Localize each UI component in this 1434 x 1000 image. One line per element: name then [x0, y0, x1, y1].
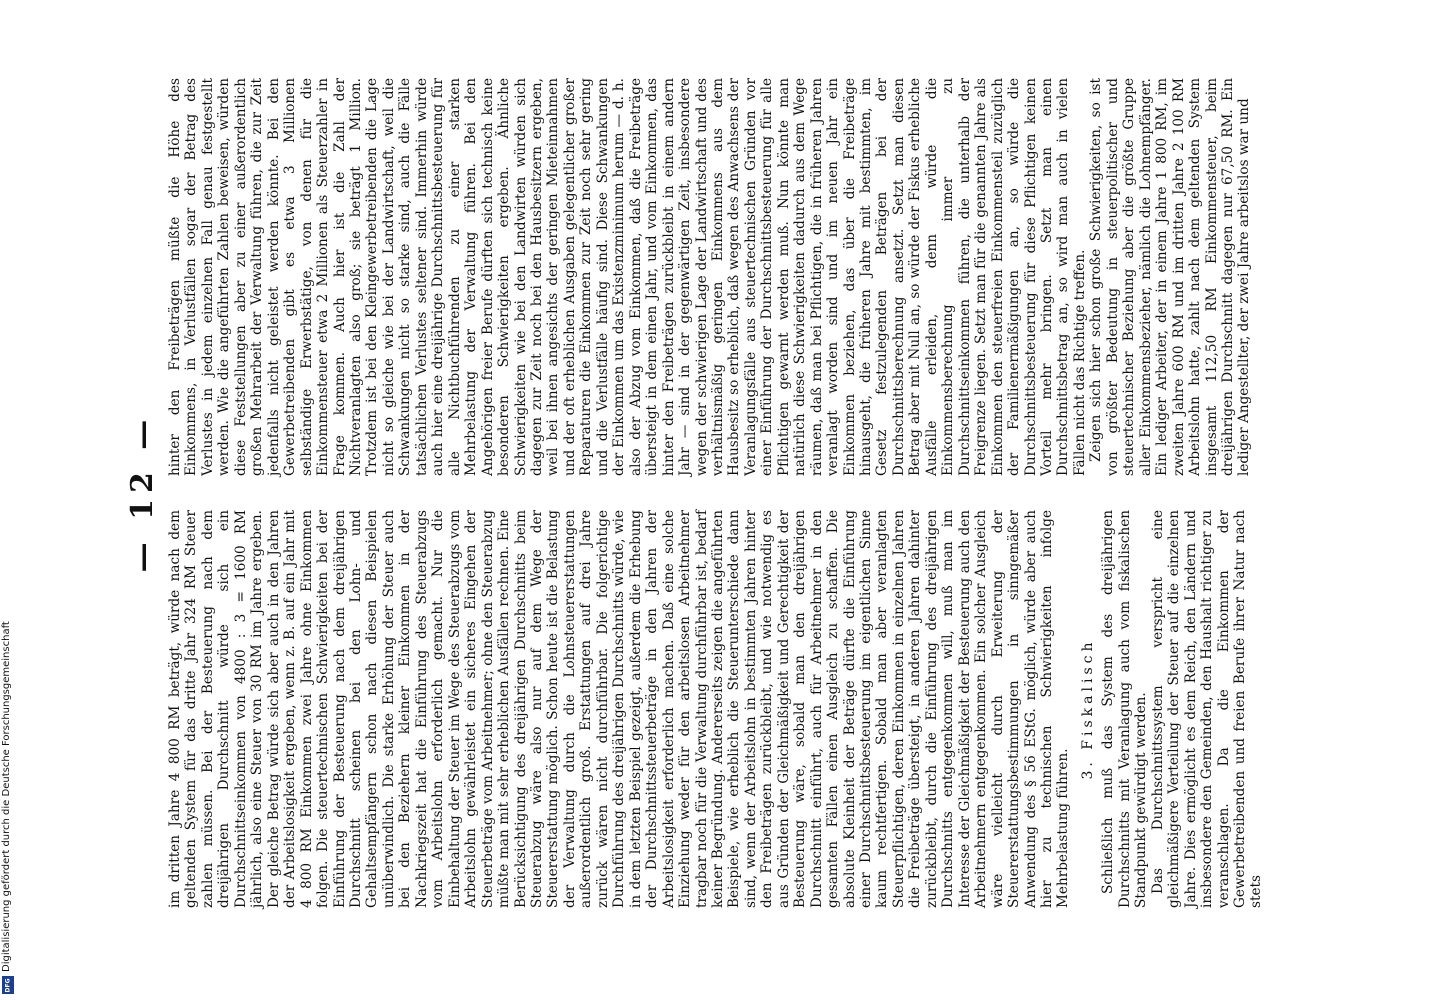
paragraph: Das Durchschnittssystem verspricht eine gleichmäßigere Verteilung der Steuer auf die einzelnen Jahre. Dies ermöglicht es dem Reich, den Ländern und insbesondere den Gemeinden, den Haushalt richtiger zu veranschlagen. Da die Einkommen der Gewerbetreibenden und freien Berufe ihrer Natur nach stets	[1149, 510, 1265, 908]
paragraph: Zeigen sich hier schon große Schwierigkeiten, so ist von größter Bedeutung in steuerpolitischer und steuertechnischer Beziehung aber die größte Gruppe aller Einkommensbezieher, nämlich die Lohnempfänger. Ein lediger Arbeiter, der in einem Jahre 1 800 RM, im zweiten Jahre 600 RM und im dritten Jahre 2 100 RM Arbeitslohn hatte, zahlt nach dem geltenden System insgesamt 112,50 RM Einkommensteuer, beim dreijährigen Durchschnitt dagegen nur 67,50 RM. Ein lediger Angestellter, der zwei Jahre arbeitslos war und	[1088, 78, 1253, 476]
left-column	[167, 510, 1265, 908]
dfg-logo-text: DFG	[4, 977, 12, 993]
rotated-page	[125, 78, 1325, 908]
page-number: — 12 —	[125, 413, 160, 573]
paragraph: im dritten Jahre 4 800 RM beträgt, würde nach dem geltenden System für das dritte Jahr 324 RM Steuer zahlen müssen. Bei der Besteuerung nach dem dreijährigen Durchschnitt würde sich ein Durchschnittseinkommen von 4800 : 3 = 1600 RM jährlich, also eine Steuer von 30 RM im Jahre ergeben. Der gleiche Betrag würde sich aber auch in den Jahren der Arbeitslosigkeit ergeben, wenn z. B. auf ein Jahr mit 4 800 RM Einkommen zwei Jahre ohne Einkommen folgen. Die steuertechnischen Schwierigkeiten bei der Einführung der Besteuerung nach dem dreijährigen Durchschnitt scheinen bei den Lohn- und Gehaltsempfängern schon nach diesen Beispielen unüberwindlich. Die starke Erhöhung der Steuer auch bei den Beziehern kleiner Einkommen in der Nachkriegszeit hat die Einführung des Steuerabzugs vom Arbeitslohn erforderlich gemacht. Nur die Einbehaltung der Steuer im Wege des Steuerabzugs vom Arbeitslohn gewährleistet ein sicheres Eingehen der Steuerbeträge vom Arbeitnehmer; ohne den Steuerabzug müßte man mit sehr erheblichen Ausfällen rechnen. Eine Berücksichtigung des dreijährigen Durchschnitts beim Steuerabzug wäre also nur auf dem Wege der Steuererstattung möglich. Schon heute ist die Belastung der Verwaltung durch die Lohnsteuererstattungen außerordentlich groß. Erstattungen auf drei Jahre zurück wären nicht durchführbar. Die folgerichtige Durchführung des dreijährigen Durchschnitts würde, wie in dem letzten Beispiel gezeigt, außerdem die Erhebung der Durchschnittssteuerbeträge in den Jahren der Arbeitslosigkeit erforderlich machen. Daß eine solche Einziehung weder für den arbeitslosen Arbeitnehmer tragbar noch für die Verwaltung durchführbar ist, bedarf keiner Begründung. Andererseits zeigen die angeführten Beispiele, wie erheblich die Steuerunterschiede dann sind, wenn der Arbeitslohn in bestimmten Jahren hinter den Freibeträgen zurückbleibt, und wie notwendig es aus Gründen der Gleichmäßigkeit und Gerechtigkeit der Besteuerung wäre, sobald man den dreijährigen Durchschnitt einführt, auch für Arbeitnehmer in den gesamten Fällen einen Ausgleich zu schaffen. Die absolute Kleinheit der Beträge dürfte die Einführung einer Durchschnittsbesteuerung im eigentlichen Sinne kaum rechtfertigen. Sobald man aber veranlagten Steuerpflichtigen, deren Einkommen in einzelnen Jahren die Freibeträge übersteigt, in anderen Jahren dahinter zurückbleibt, durch die Einführung des dreijährigen Durchschnitts entgegenkommen will, muß man im Interesse der Gleichmäßigkeit der Besteuerung auch den Arbeitnehmern entgegenkommen. Ein solcher Ausgleich wäre vielleicht durch Erweiterung der Steuererstattungsbestimmungen in sinngemäßer Anwendung des § 56 EStG. möglich, würde aber auch hier zu technischen Schwierigkeiten infolge Mehrbelastung führen.	[167, 510, 1072, 908]
dfg-logo-icon	[2, 976, 14, 994]
paragraph: hinter den Freibeträgen müßte die Höhe des Einkommens, in Verlustfällen sogar der Betrag des Verlustes in jedem einzelnen Fall genau festgestellt werden. Wie die angeführten Zahlen beweisen, würden diese Feststellungen aber zu einer außerordentlich großen Mehrarbeit der Verwaltung führen, die zur Zeit jedenfalls nicht geleistet werden könnte. Bei den Gewerbetreibenden gibt es etwa 3 Millionen selbständige Erwerbstätige, von denen für die Einkommensteuer etwa 2 Millionen als Steuerzahler in Frage kommen. Auch hier ist die Zahl der Nichtveranlagten also groß; sie beträgt 1 Million. Trotzdem ist bei den Kleingewerbetreibenden die Lage nicht so gleiche wie bei der Landwirtschaft, weil die Schwankungen nicht so starke sind, auch die Fälle tatsächlichen Verlustes seltener sind. Immerhin würde auch hier eine dreijährige Durchschnittsbesteuerung für alle Nichtbuchführenden zu einer starken Mehrbelastung der Verwaltung führen. Bei den Angehörigen freier Berufe dürften sich technisch keine besonderen Schwierigkeiten ergeben. Ähnliche Schwierigkeiten wie bei den Landwirten würden sich dagegen zur Zeit noch bei den Hausbesitzern ergeben, weil bei ihnen angesichts der geringen Mieteinnahmen und der oft erheblichen Ausgaben gelegentlicher großer Reparaturen die Einkommen zur Zeit noch sehr gering und die Verlustfälle häufig sind. Diese Schwankungen der Einkommen um das Existenzminimum herum — d. h. also der Abzug vom Einkommen, daß die Freibeträge übersteigt in dem einen Jahr, und vom Einkommen, das hinter den Freibeträgen zurückbleibt in einem andern Jahr — sind in der gegenwärtigen Zeit, insbesondere wegen der schwierigen Lage der Landwirtschaft und des verhältnismäßig geringen Einkommens aus dem Hausbesitz so erheblich, daß wegen des Anwachsens der Veranlagungsfälle aus steuertechnischen Gründen vor einer Einführung der Durchschnittsbesteuerung für alle Pflichtigen gewarnt werden muß. Nun könnte man natürlich diese Schwierigkeiten dadurch aus dem Wege räumen, daß man bei Pflichtigen, die in früheren Jahren veranlagt worden sind und im neuen Jahr ein Einkommen beziehen, das über die Freibeträge hinausgeht, die früheren Jahre mit bestimmten, im Gesetz festzulegenden Beträgen bei der Durchschnittsberechnung ansetzt. Setzt man diesen Betrag aber mit Null an, so würde der Fiskus erhebliche Ausfälle erleiden, denn würde die Einkommensberechnung immer zu Durchschnittseinkommen führen, die unterhalb der Freigrenze liegen. Setzt man für die genannten Jahre als Einkommen den steuerfreien Einkommensteil zuzüglich der Familienermäßigungen an, so würde die Durchschnittsbesteuerung für diese Pflichtigen keinen Vorteil mehr bringen. Setzt man einen Durchschnittsbetrag an, so wird man auch in vielen Fällen nicht das Richtige treffen.	[167, 78, 1088, 476]
digitization-credit: Digitalisierung gefördert durch die Deutsche Forschungsgemeinschaft	[1, 621, 12, 972]
section-heading: 3. Fiskalisch	[1079, 638, 1096, 780]
paragraph: Schließlich muß das System des dreijährigen Durchschnitts mit Veranlagung auch vom fiskalischen Standpunkt gewürdigt werden.	[1100, 510, 1150, 908]
digitization-sidebar	[0, 0, 16, 1000]
right-column	[167, 78, 1253, 476]
